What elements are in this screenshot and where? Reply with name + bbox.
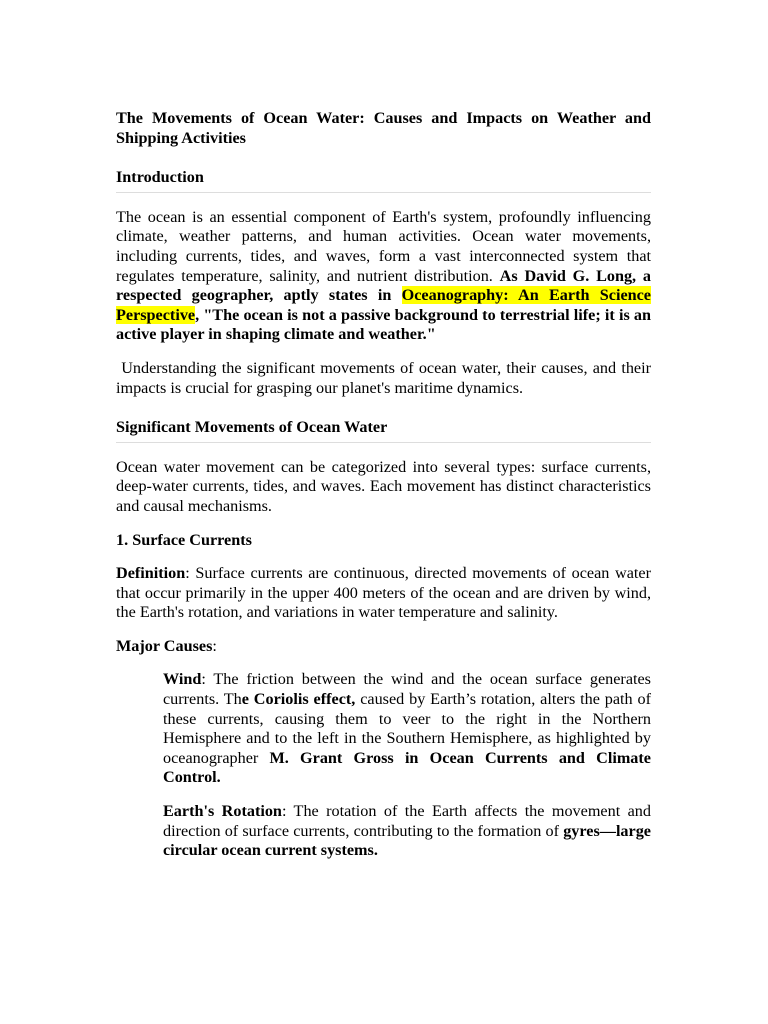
- section-heading-introduction: Introduction: [116, 168, 651, 193]
- major-causes-line: [116, 637, 651, 657]
- major-causes-label: Major Causes: [116, 636, 213, 655]
- cited-author: M. Grant Gross in Ocean Currents and Climate Control.: [163, 748, 651, 787]
- document-page: [116, 109, 656, 875]
- intro-text: The ocean is an essential component of Earth's system, profoundly influencing climate, weather patterns, and human activities. Ocean water movements, including currents, tides, and waves, form a vast interconnected system that regulates temperature, salinity, and nutrient distribution.: [116, 207, 651, 285]
- cause-rotation-paragraph: [163, 802, 651, 861]
- cause-wind-paragraph: [163, 670, 651, 788]
- coriolis-effect-term: e Coriolis effect,: [241, 690, 356, 709]
- section-heading-significant-movements: Significant Movements of Ocean Water: [116, 418, 651, 443]
- definition-paragraph: [116, 564, 651, 623]
- cause-rotation-text: : The rotation of the Earth affects the movement and direction of surface currents, contributing to the formation of: [163, 802, 651, 840]
- cause-rotation-label: Earth's Rotation: [163, 802, 282, 821]
- quote-text: , "The ocean is not a passive background to terrestrial life; it is an active player in shaping climate and weather.": [116, 305, 651, 344]
- cause-wind-label: Wind: [163, 670, 202, 689]
- cause-wind-text-b: caused by Earth’s rotation, alters the path of these currents, causing them to veer to the right in the Northern Hemisphere and to the left in the Southern Hemisphere, as highlighted by oceanographer: [163, 690, 651, 767]
- intro-paragraph: [116, 208, 651, 345]
- major-causes-colon: :: [212, 636, 217, 655]
- subsection-heading-surface-currents: 1. Surface Currents: [116, 530, 252, 549]
- quote-lead: As David G. Long, a respected geographer, aptly states in: [116, 266, 651, 305]
- intro-paragraph-2: Understanding the significant movements of ocean water, their causes, and their impacts is crucial for grasping our planet's maritime dynamics.: [116, 358, 656, 397]
- document-title: The Movements of Ocean Water: Causes and Impacts on Weather and Shipping Activities: [116, 109, 651, 147]
- significant-movements-paragraph: Ocean water movement can be categorized into several types: surface currents, deep-water currents, tides, and waves. Each movement has distinct characteristics and causal mechanisms.: [116, 457, 651, 515]
- definition-text: : Surface currents are continuous, directed movements of ocean water that occur primarily in the upper 400 meters of the ocean and are driven by wind, the Earth's rotation, and variations in water temperature and salinity.: [116, 564, 651, 622]
- cause-wind-text-a: : The friction between the wind and the ocean surface generates currents. Th: [163, 670, 651, 709]
- highlighted-book-title: Oceanography: An Earth Science Perspective: [116, 286, 651, 324]
- gyres-term: gyres—large circular ocean current systems.: [163, 821, 651, 860]
- definition-label: Definition: [116, 564, 186, 583]
